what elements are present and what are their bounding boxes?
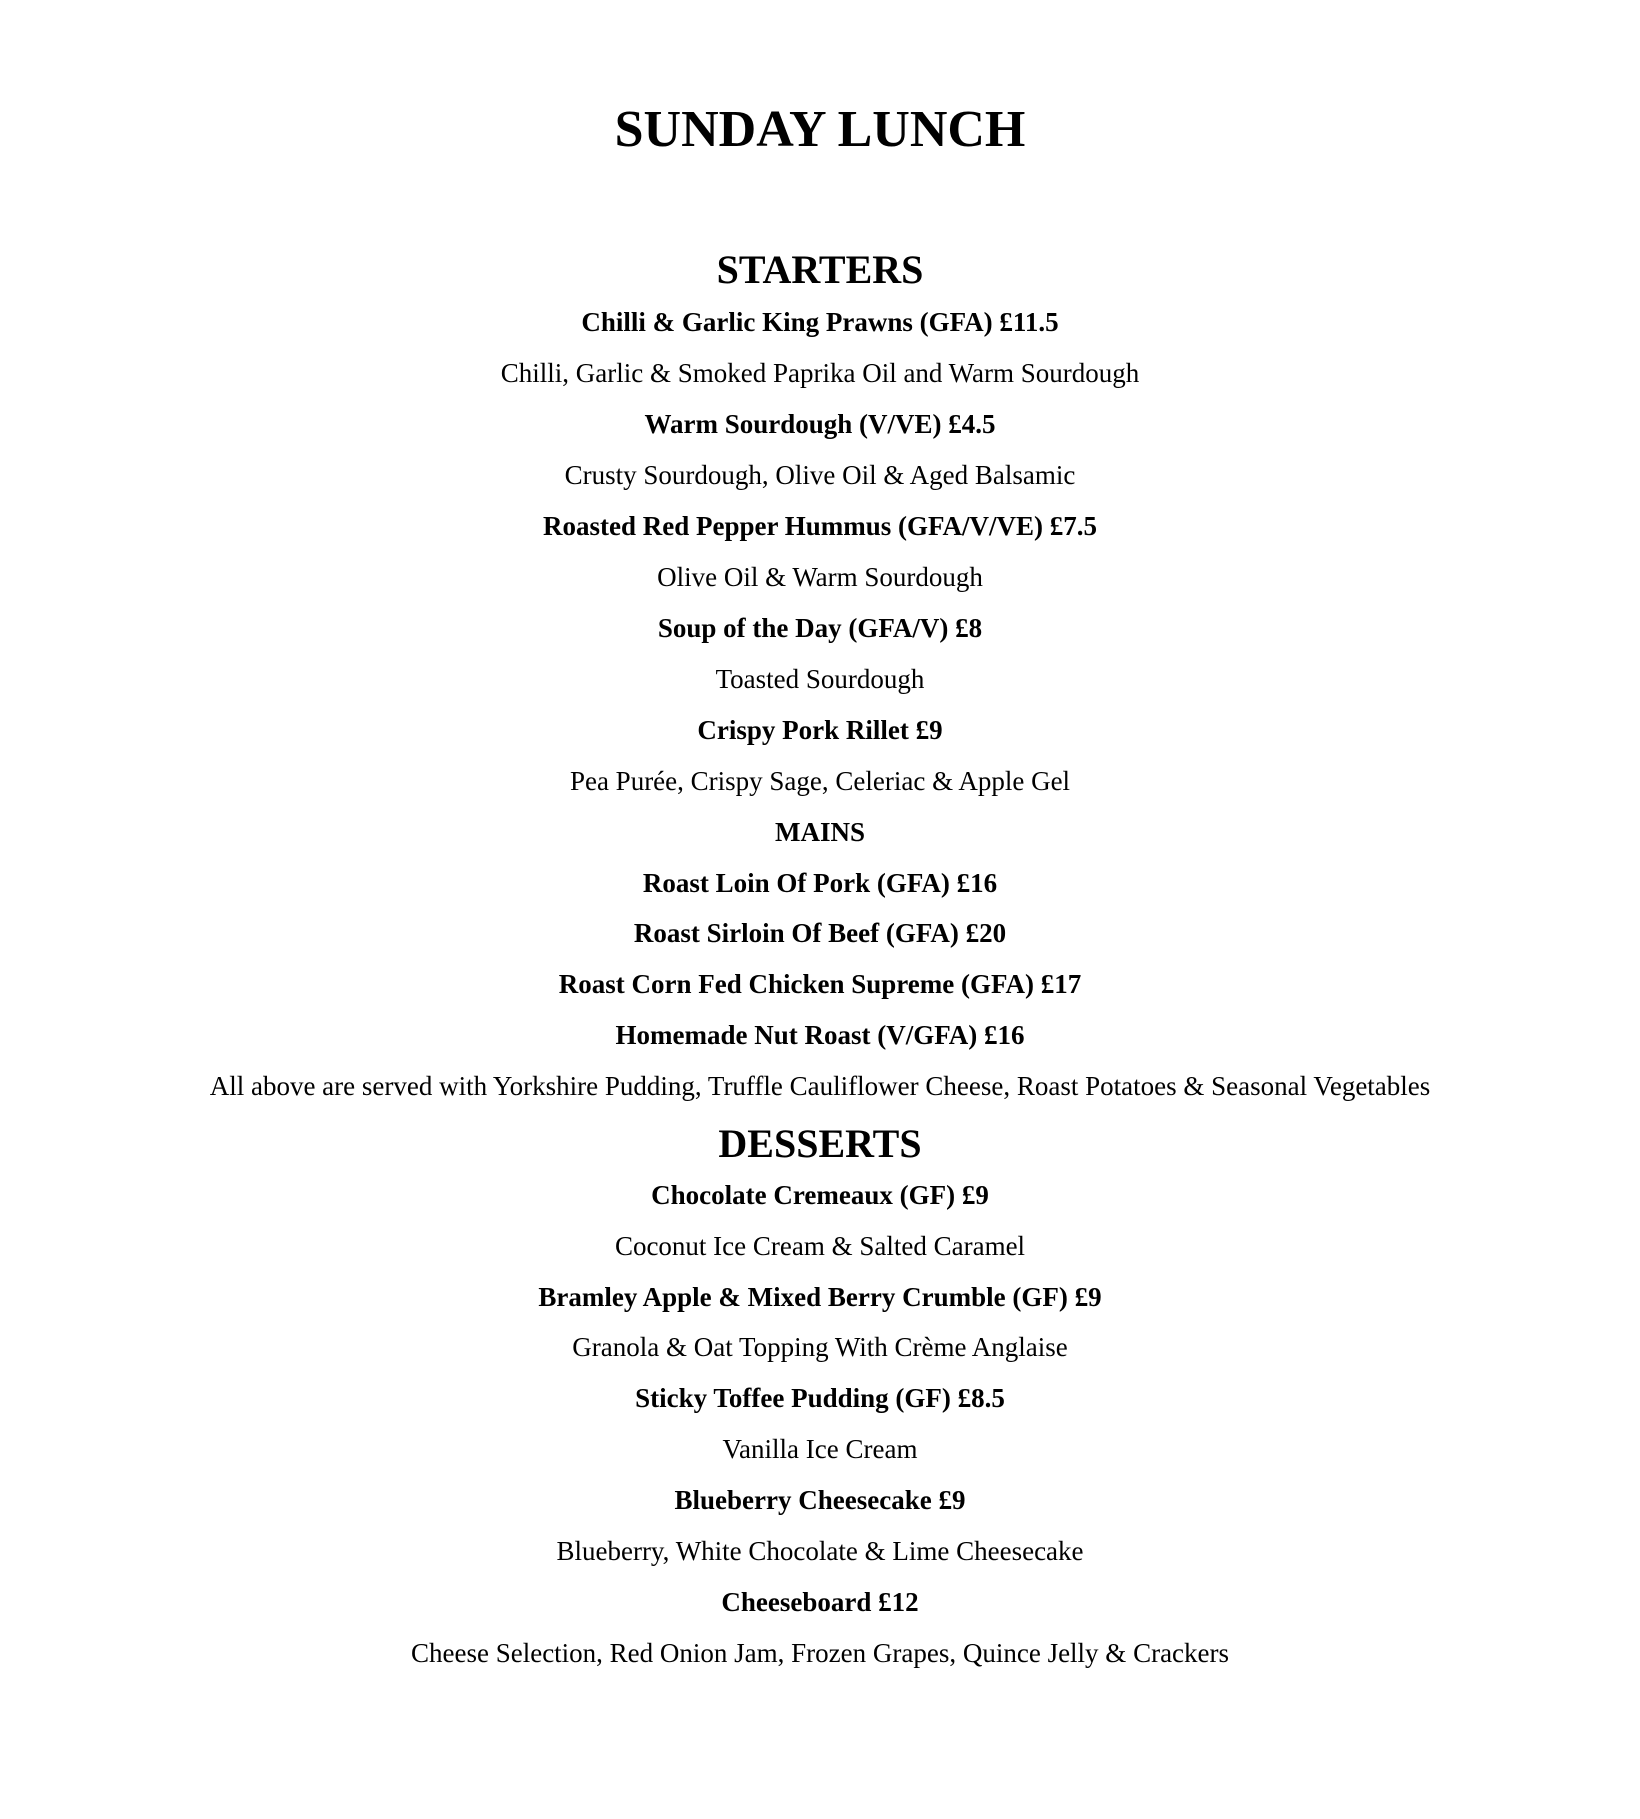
starter-name: Crispy Pork Rillet £9 (697, 715, 943, 745)
starter-name: Warm Sourdough (V/VE) £4.5 (644, 409, 996, 439)
dessert-description: Blueberry, White Chocolate & Lime Cheesecake (556, 1536, 1084, 1566)
starter-name: Chilli & Garlic King Prawns (GFA) £11.5 (581, 307, 1059, 337)
starter-name: Soup of the Day (GFA/V) £8 (657, 613, 983, 643)
main-name: Roast Loin Of Pork (GFA) £16 (642, 868, 998, 898)
main-name: Homemade Nut Roast (V/GFA) £16 (615, 1020, 1025, 1050)
starter-description: Chilli, Garlic & Smoked Paprika Oil and Warm Sourdough (500, 358, 1140, 388)
dessert-name: Bramley Apple & Mixed Berry Crumble (GF) £9 (538, 1282, 1102, 1312)
main-name: Roast Corn Fed Chicken Supreme (GFA) £17 (558, 969, 1082, 999)
desserts-heading: DESSERTS (718, 1121, 922, 1166)
dessert-name: Cheeseboard £12 (721, 1587, 919, 1617)
dessert-name: Blueberry Cheesecake £9 (674, 1485, 966, 1515)
mains-note: All above are served with Yorkshire Pudding, Truffle Cauliflower Cheese, Roast Potatoes & Seasonal Vegetables (209, 1071, 1431, 1101)
starter-description: Toasted Sourdough (715, 664, 925, 694)
mains-heading: MAINS (774, 817, 865, 847)
dessert-description: Vanilla Ice Cream (722, 1434, 918, 1464)
starter-description: Crusty Sourdough, Olive Oil & Aged Balsamic (564, 460, 1076, 490)
starters-heading: STARTERS (716, 247, 924, 292)
dessert-name: Chocolate Cremeaux (GF) £9 (651, 1180, 989, 1210)
starter-description: Olive Oil & Warm Sourdough (657, 562, 983, 592)
dessert-description: Coconut Ice Cream & Salted Caramel (614, 1231, 1026, 1261)
main-name: Roast Sirloin Of Beef (GFA) £20 (633, 918, 1007, 948)
starter-name: Roasted Red Pepper Hummus (GFA/V/VE) £7.5 (543, 511, 1097, 541)
starter-description: Pea Purée, Crispy Sage, Celeriac & Apple Gel (569, 766, 1071, 796)
dessert-description: Granola & Oat Topping With Crème Anglaise (572, 1332, 1068, 1362)
dessert-name: Sticky Toffee Pudding (GF) £8.5 (635, 1383, 1005, 1413)
menu-title: SUNDAY LUNCH (614, 101, 1026, 158)
dessert-description: Cheese Selection, Red Onion Jam, Frozen Grapes, Quince Jelly & Crackers (410, 1638, 1230, 1668)
